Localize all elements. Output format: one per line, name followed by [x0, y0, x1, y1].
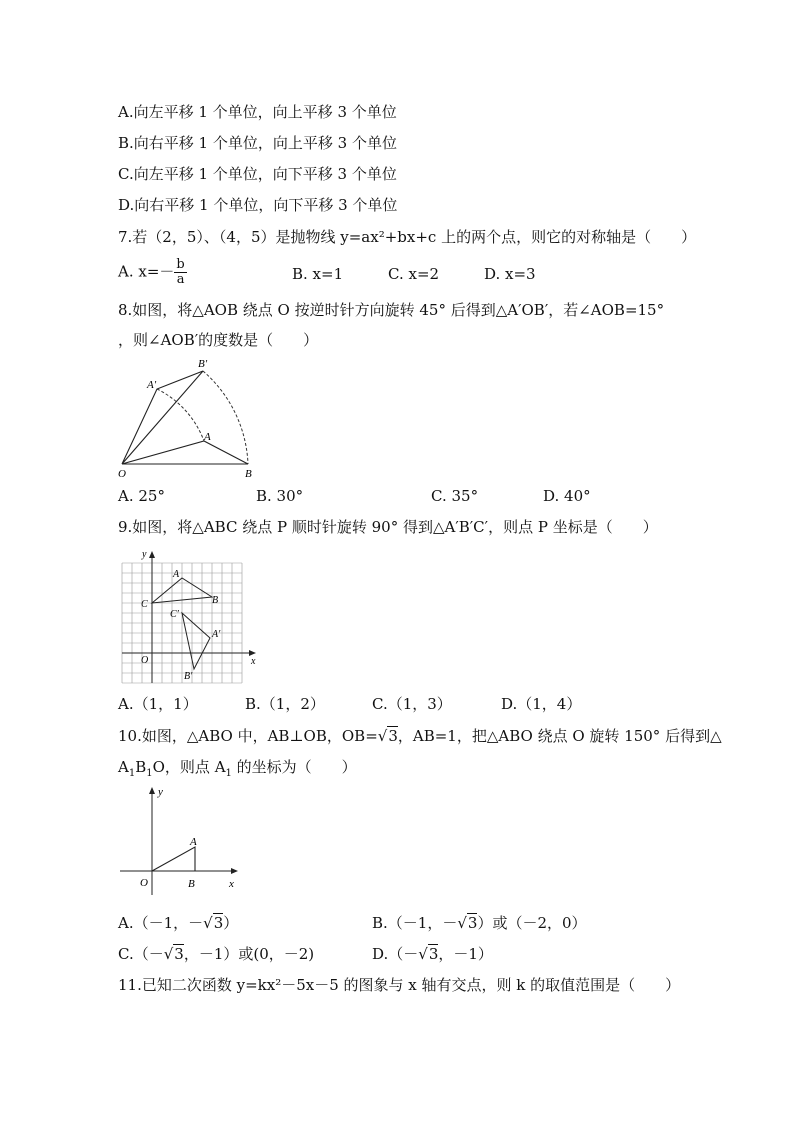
q10-option-d-part2: ，－1）: [438, 945, 493, 963]
q10-option-c-sqrt: 3: [174, 945, 184, 963]
q9-option-d: D.（1，4）: [501, 695, 582, 713]
q8-stem-line1: 8.如图，将△AOB 绕点 O 按逆时针方向旋转 45° 后得到△A′OB′，若∠AOB=15°: [118, 301, 665, 319]
q10-label-x: x: [229, 878, 234, 890]
q9-label-y: y: [142, 549, 147, 560]
q6-option-d: D.向右平移 1 个单位，向下平移 3 个单位: [118, 196, 398, 214]
q9-label-c-prime: C′: [170, 609, 179, 620]
q10-option-a-part1: A.（－1，: [118, 914, 189, 932]
q9-label-o: O: [141, 655, 149, 666]
q10-label-o: O: [140, 877, 148, 889]
q7-fraction: [174, 258, 186, 287]
q10-figure: [118, 783, 243, 898]
q9-grid-figure: [118, 545, 263, 685]
q10-line2-a: A: [118, 758, 129, 776]
q10-y-arrow: [149, 787, 155, 794]
q9-label-c: C: [141, 599, 148, 610]
q10-option-b-sqrt: 3: [467, 914, 478, 932]
q10-option-a: [118, 913, 238, 933]
q9-stem: 9.如图，将△ABC 绕点 P 顺时针旋转 90° 得到△A′B′C′，则点 P 坐标是（ ）: [118, 518, 658, 536]
q7-fraction-numerator: b: [176, 257, 185, 272]
q10-label-b: B: [188, 878, 195, 890]
q10-line2-b: B: [135, 758, 147, 776]
q6-option-c: C.向左平移 1 个单位，向下平移 3 个单位: [118, 165, 397, 183]
q8-option-d: D. 40°: [543, 487, 591, 505]
q6-option-a: A.向左平移 1 个单位，向上平移 3 个单位: [118, 103, 397, 121]
q11-stem: 11.已知二次函数 y=kx²－5x－5 的图象与 x 轴有交点，则 k 的取值范围是（ ）: [118, 976, 681, 994]
q9-option-c: C.（1，3）: [372, 695, 452, 713]
q8-label-b-prime: B′: [198, 358, 208, 370]
q8-option-a: A. 25°: [118, 487, 165, 505]
q9-label-x: x: [251, 656, 256, 667]
q10-option-a-sqrt: 3: [213, 914, 224, 932]
q10-option-a-neg-sign: －√: [188, 914, 213, 932]
q10-line2-sub3: 1: [225, 768, 232, 779]
q9-option-b: B.（1，2）: [245, 695, 325, 713]
q8-option-c: C. 35°: [431, 487, 479, 505]
q8-label-a: A: [204, 431, 211, 443]
q10-option-c-part1: C.（: [118, 945, 149, 963]
q6-option-b: B.向右平移 1 个单位，向上平移 3 个单位: [118, 134, 397, 152]
q10-label-y: y: [158, 786, 163, 798]
q10-stem-part-a: 10.如图，△ABO 中，AB⊥OB，OB=: [118, 727, 378, 745]
q8-option-b: B. 30°: [256, 487, 304, 505]
q9-label-b: B: [212, 595, 219, 606]
q8-triangle-a-prime-o-b-prime: [122, 371, 203, 464]
q9-y-arrow: [149, 551, 155, 558]
q9-label-b-prime: B′: [184, 671, 193, 682]
q10-option-c-part2: ，－1）或(0，－2): [183, 945, 315, 963]
q9-label-a-prime: A′: [212, 629, 221, 640]
q9-label-a: A: [173, 569, 180, 580]
q9-triangle-a-prime-b-prime-c-prime: [182, 613, 210, 669]
q10-line2-sub2: 1: [146, 768, 153, 779]
q8-label-a-prime: A′: [147, 379, 157, 391]
q10-stem-line1: [118, 726, 722, 746]
q10-sqrt-sign: √: [377, 727, 388, 745]
q10-stem-part-b: ，AB=1，把△ABO 绕点 O 旋转 150° 后得到△: [397, 727, 722, 745]
q10-stem-line2: [118, 757, 357, 784]
q10-option-a-part2: ）: [223, 914, 239, 932]
q10-option-b: [372, 913, 587, 933]
q10-option-b-part2: ）或（－2，0）: [477, 914, 587, 932]
q10-option-d-neg-sign: －√: [403, 945, 428, 963]
q8-triangle-aob: [122, 441, 248, 464]
q7-option-b: B. x=1: [292, 265, 344, 283]
q10-x-arrow: [231, 868, 238, 874]
q8-stem-line2: ，则∠AOB′的度数是（ ）: [118, 331, 319, 349]
q10-option-c: [118, 944, 314, 964]
q10-triangle-abo: [152, 847, 195, 871]
q10-option-c-neg-sign: －√: [148, 945, 174, 963]
q10-sqrt-value: 3: [388, 727, 398, 745]
q10-option-b-part1: B.（－1，: [372, 914, 443, 932]
q7-option-a: [118, 258, 187, 287]
q10-label-a: A: [190, 836, 197, 848]
q7-fraction-denominator: a: [176, 272, 185, 287]
q7-option-c: C. x=2: [388, 265, 440, 283]
q10-option-d-part1: D.（: [372, 945, 404, 963]
q8-arc-b: [203, 371, 248, 464]
q10-option-b-neg-sign: －√: [442, 914, 467, 932]
q10-line2-d: 的坐标为（ ）: [231, 758, 357, 776]
q7-stem: 7.若（2，5）、（4，5）是抛物线 y=ax²+bx+c 上的两个点，则它的对称轴是（ ）: [118, 228, 697, 246]
q10-option-d-sqrt: 3: [428, 945, 439, 963]
q8-rotation-figure: [112, 355, 262, 480]
q8-label-o: O: [118, 468, 126, 480]
q7-option-a-prefix: A. x=－: [118, 262, 175, 281]
q10-line2-sub1: 1: [128, 768, 136, 779]
q9-grid-lines: [122, 563, 242, 683]
q10-line2-c: O，则点 A: [152, 758, 226, 776]
q7-option-d: D. x=3: [484, 265, 536, 283]
q10-option-d: [372, 944, 493, 964]
q8-label-b: B: [245, 468, 252, 480]
q9-option-a: A.（1，1）: [118, 695, 198, 713]
